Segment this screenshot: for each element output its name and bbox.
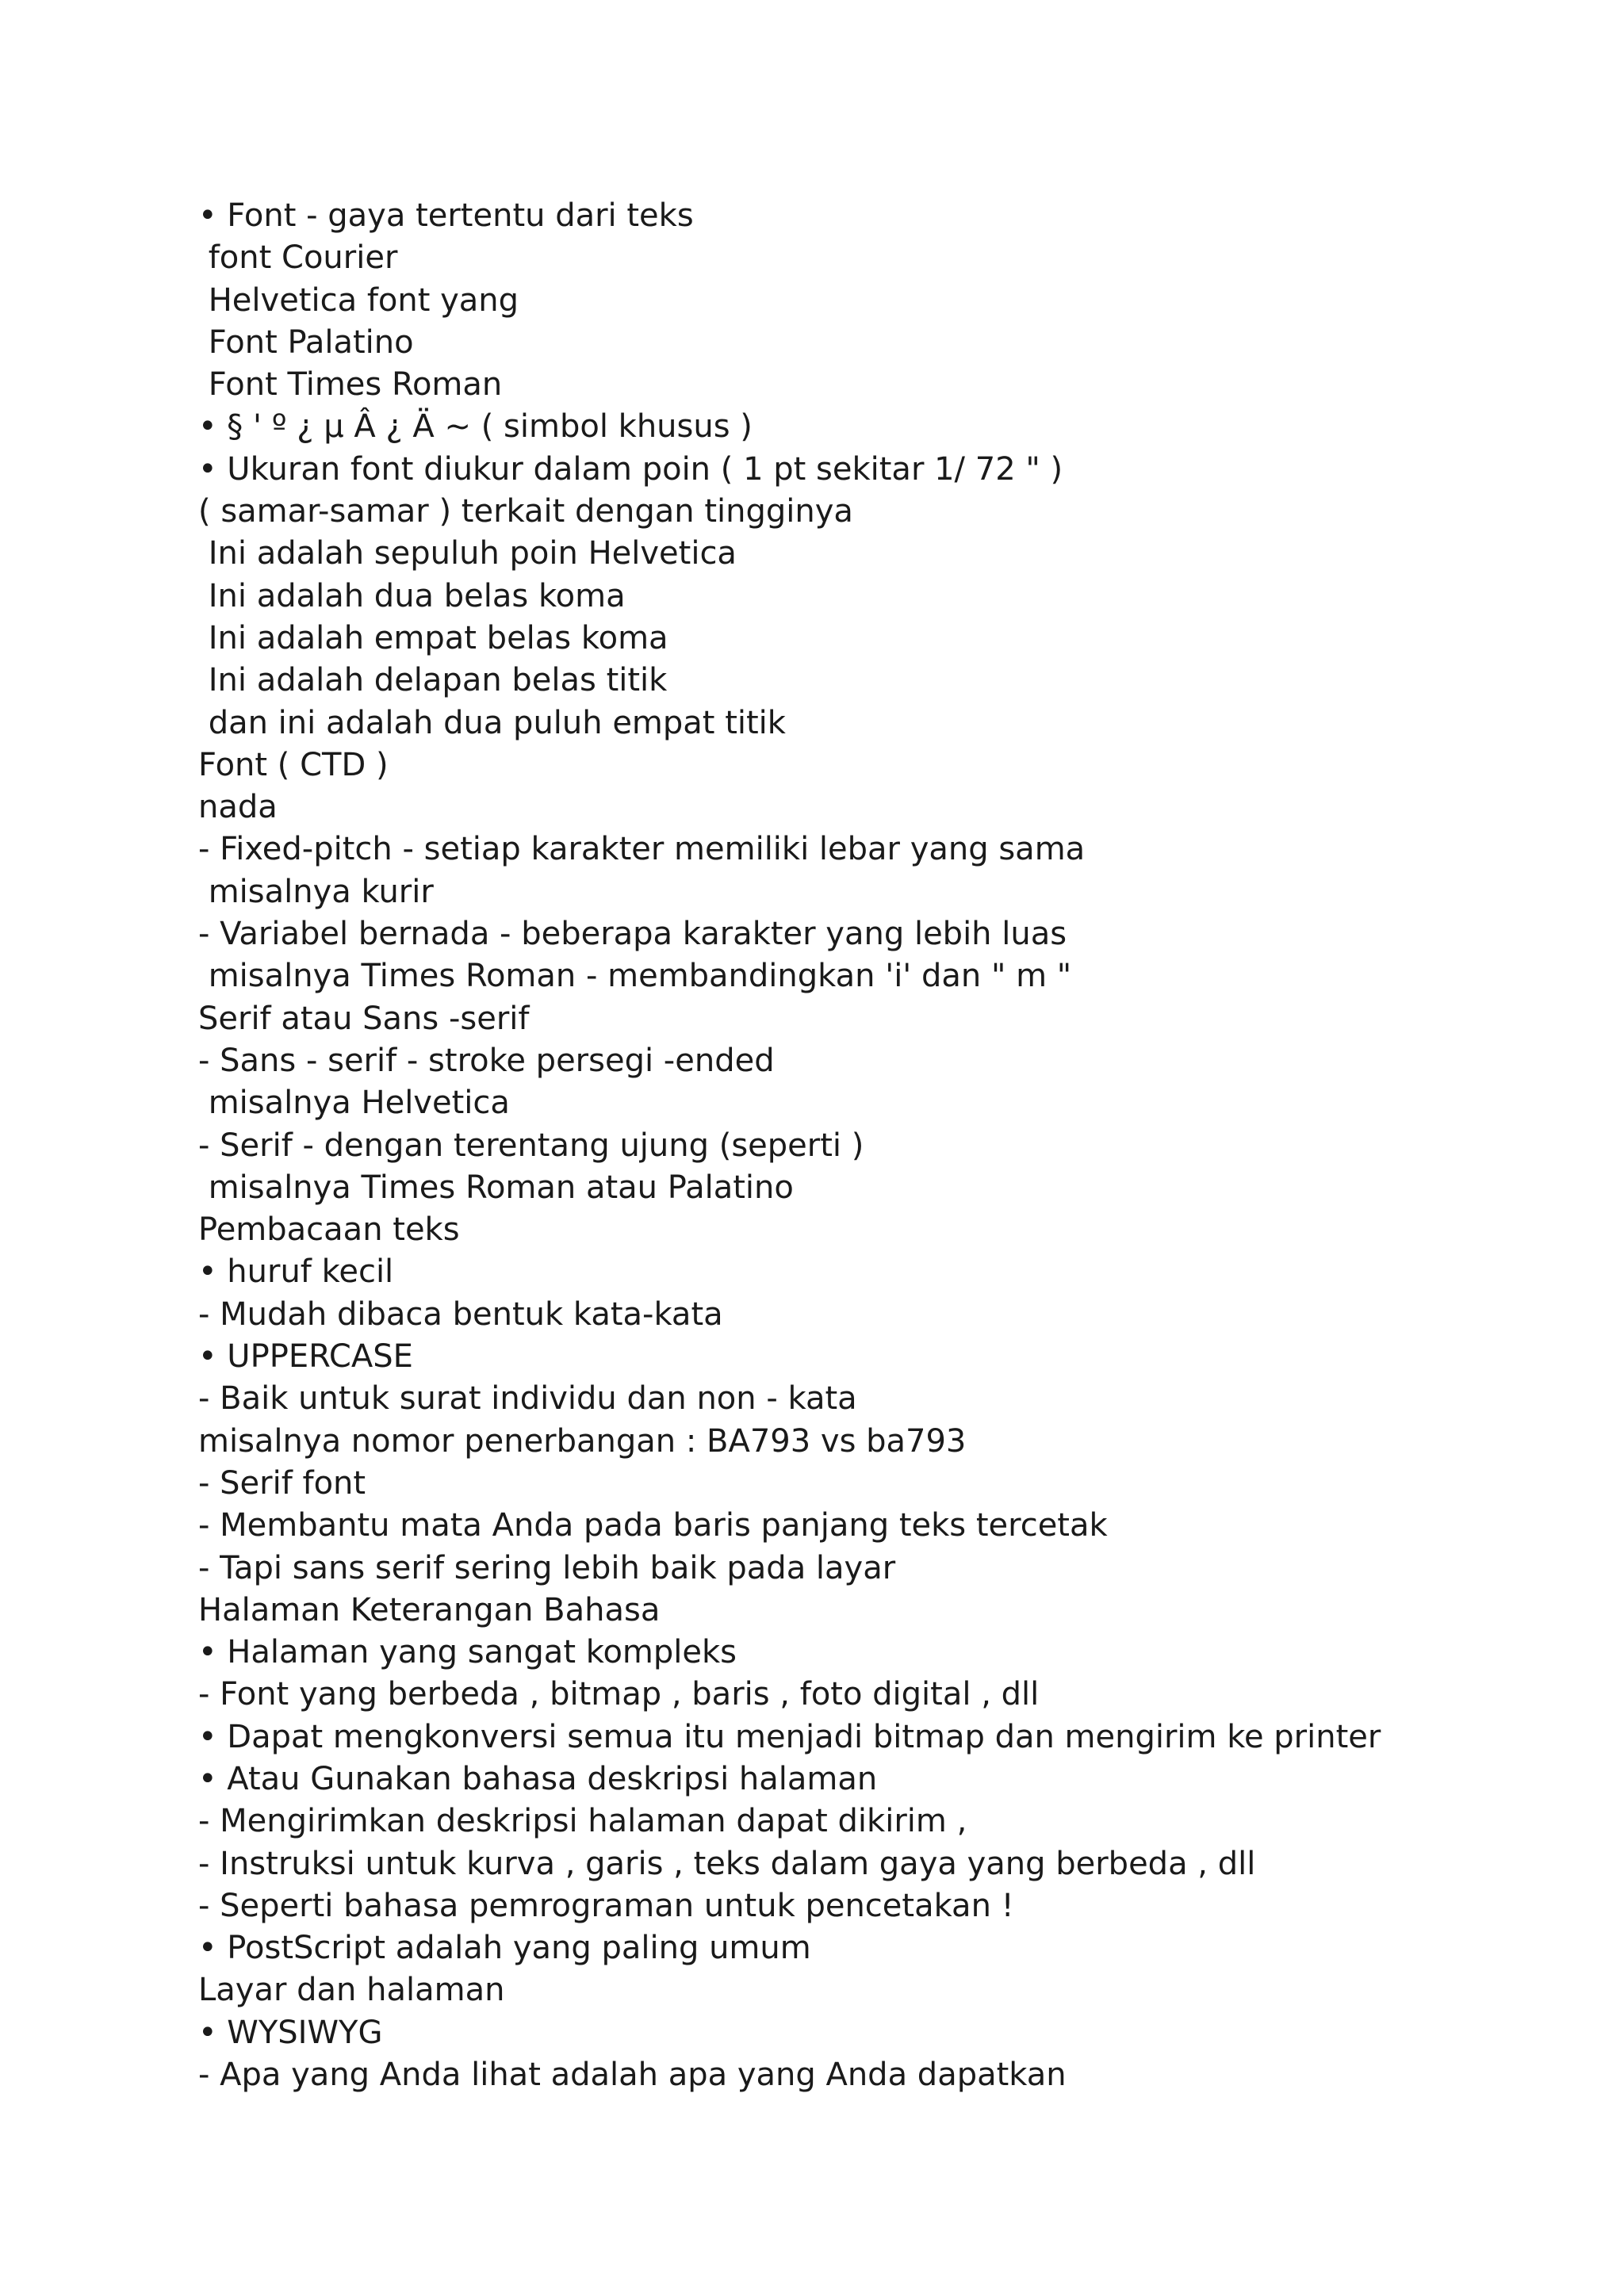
- text-line: Font ( CTD ): [198, 746, 389, 783]
- text-line: • PostScript adalah yang paling umum: [198, 1930, 811, 1967]
- text-line: • Dapat mengkonversi semua itu menjadi bitmap dan mengirim ke printer: [198, 1718, 1381, 1755]
- text-line: • UPPERCASE: [198, 1338, 413, 1376]
- text-line: • huruf kecil: [198, 1253, 394, 1291]
- text-line: • WYSIWYG: [198, 2014, 383, 2051]
- text-line: • Ukuran font diukur dalam poin ( 1 pt sekitar 1/ 72 " ): [198, 450, 1063, 488]
- text-line: misalnya Times Roman - membandingkan 'i' dan " m ": [198, 958, 1072, 995]
- text-line: - Mudah dibaca bentuk kata-kata: [198, 1295, 723, 1333]
- text-line: Helvetica font yang: [198, 281, 519, 319]
- text-line: - Membantu mata Anda pada baris panjang teks tercetak: [198, 1507, 1108, 1544]
- text-line: • Atau Gunakan bahasa deskripsi halaman: [198, 1760, 878, 1797]
- document-body: [198, 195, 1586, 2096]
- text-line: misalnya nomor penerbangan : BA793 vs ba793: [198, 1422, 967, 1460]
- text-line: - Variabel bernada - beberapa karakter yang lebih luas: [198, 916, 1067, 953]
- text-line: Ini adalah empat belas koma: [198, 619, 668, 656]
- text-line: • § ' º ¿ µ Â ¿ Ä ~ ( simbol khusus ): [198, 408, 753, 446]
- text-line: Ini adalah delapan belas titik: [198, 662, 668, 699]
- text-line: - Instruksi untuk kurva , garis , teks dalam gaya yang berbeda , dll: [198, 1845, 1256, 1882]
- text-line: Layar dan halaman: [198, 1972, 505, 2009]
- text-line: misalnya kurir: [198, 873, 434, 910]
- text-line: Pembacaan teks: [198, 1211, 460, 1249]
- text-line: - Font yang berbeda , bitmap , baris , foto digital , dll: [198, 1676, 1040, 1713]
- text-line: - Serif - dengan terentang ujung (seperti ): [198, 1127, 864, 1164]
- text-line: Font Times Roman: [198, 366, 503, 404]
- text-line: - Seperti bahasa pemrograman untuk pencetakan !: [198, 1887, 1014, 1924]
- text-line: misalnya Helvetica: [198, 1085, 510, 1122]
- text-line: - Serif font: [198, 1464, 366, 1502]
- text-line: dan ini adalah dua puluh empat titik: [198, 704, 786, 741]
- text-line: font Courier: [198, 239, 398, 277]
- text-line: - Fixed-pitch - setiap karakter memiliki lebar yang sama: [198, 831, 1086, 868]
- text-line: - Sans - serif - stroke persegi -ended: [198, 1042, 775, 1079]
- text-line: Serif atau Sans -serif: [198, 1000, 530, 1037]
- text-line: nada: [198, 789, 278, 826]
- text-line: misalnya Times Roman atau Palatino: [198, 1169, 794, 1206]
- text-line: • Font - gaya tertentu dari teks: [198, 197, 694, 234]
- text-line: Ini adalah sepuluh poin Helvetica: [198, 535, 737, 572]
- text-line: - Baik untuk surat individu dan non - kata: [198, 1380, 857, 1418]
- text-line: - Apa yang Anda lihat adalah apa yang Anda dapatkan: [198, 2057, 1067, 2094]
- text-line: ( samar-samar ) terkait dengan tingginya: [198, 493, 853, 530]
- text-line: Font Palatino: [198, 323, 414, 361]
- text-line: - Tapi sans serif sering lebih baik pada layar: [198, 1549, 896, 1586]
- text-line: - Mengirimkan deskripsi halaman dapat dikirim ,: [198, 1803, 967, 1840]
- text-line: Halaman Keterangan Bahasa: [198, 1591, 661, 1628]
- text-line: • Halaman yang sangat kompleks: [198, 1634, 737, 1671]
- text-line: Ini adalah dua belas koma: [198, 577, 626, 614]
